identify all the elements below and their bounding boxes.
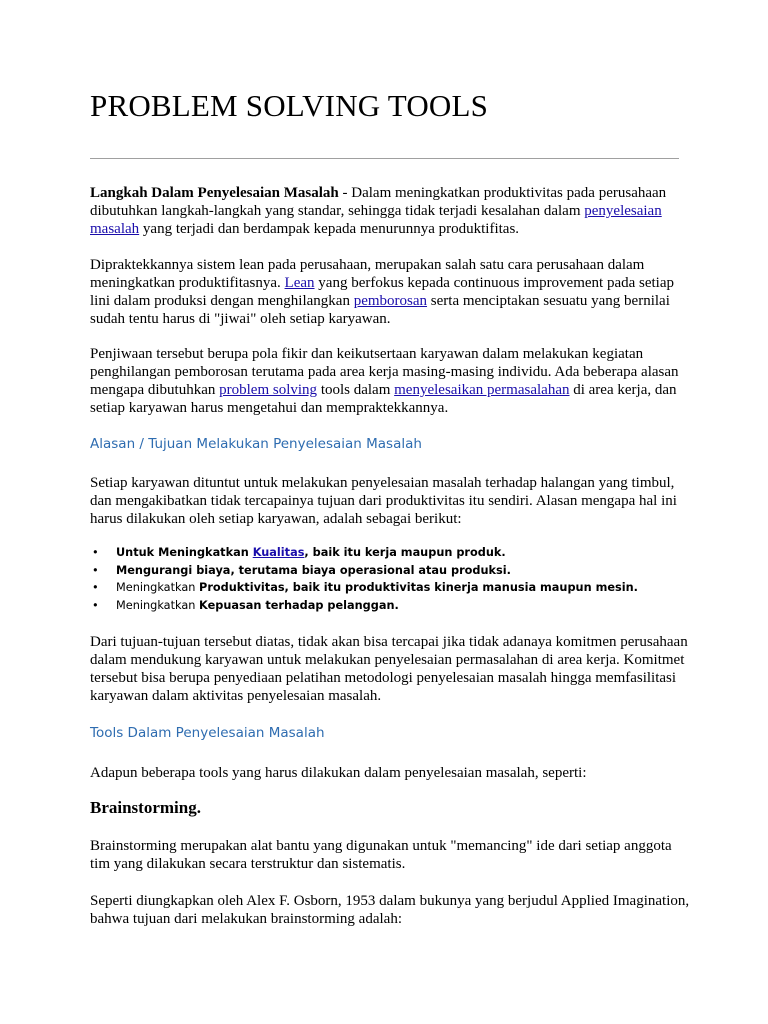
paragraph-adapun: Adapun beberapa tools yang harus dilakukan dalam penyelesaian masalah, seperti: bbox=[90, 765, 587, 781]
link-lean[interactable]: Lean bbox=[284, 275, 315, 291]
document-title: PROBLEM SOLVING TOOLS bbox=[90, 88, 489, 123]
paragraph-penjiwaan bbox=[90, 345, 690, 417]
bullet-3-text-1: Meningkatkan bbox=[116, 581, 200, 594]
penjiwaan-text-2: tools dalam bbox=[317, 382, 395, 398]
link-kualitas[interactable]: Kualitas bbox=[252, 546, 305, 559]
intro-text-2: yang terjadi dan berdampak kepada menurunnya produktifitas. bbox=[139, 221, 520, 237]
bullet-icon: • bbox=[92, 563, 99, 577]
paragraph-brainstorming-def: Brainstorming merupakan alat bantu yang digunakan untuk "memancing" ide dari setiap anggota tim yang dilakukan secara terstruktur dan sistematis. bbox=[90, 838, 672, 872]
link-penyelesaian-masalah[interactable]: penyelesaian masalah bbox=[90, 203, 662, 237]
list-item bbox=[90, 579, 638, 597]
bullet-3-text-2: Produktivitas, baik itu produktivitas kinerja manusia maupun mesin. bbox=[199, 581, 638, 594]
heading-alasan-tujuan: Alasan / Tujuan Melakukan Penyelesaian Masalah bbox=[90, 436, 422, 452]
list-item bbox=[90, 562, 638, 580]
bullet-icon: • bbox=[92, 546, 99, 559]
link-problem-solving[interactable]: problem solving bbox=[219, 382, 318, 398]
lean-text-2: yang berfokus kepada continuous improvement pada setiap lini dalam produksi dengan menghilangkan bbox=[90, 275, 675, 309]
intro-text-1: - Dalam meningkatkan produktivitas pada perusahaan dibutuhkan langkah-langkah yang standar, sehingga tidak terjadi kesalahan dalam bbox=[90, 185, 667, 219]
penjiwaan-text-3: di area kerja, dan setiap karyawan harus mengetahui dan mempraktekkannya. bbox=[90, 382, 677, 416]
lean-text-3: serta menciptakan sesuatu yang bernilai sudah tentu harus di "jiwai" oleh setiap karyawan. bbox=[90, 293, 670, 327]
bullet-2-text-2: , terutama biaya operasional atau produksi. bbox=[230, 563, 511, 577]
paragraph-setiap-karyawan: Setiap karyawan dituntut untuk melakukan penyelesaian masalah terhadap halangan yang timbul, dan mengakibatkan tidak tercapainya tujuan dari produktivitas itu sendiri. Alasan mengapa hal ini harus dilakukan oleh setiap karyawan, adalah sebagai berikut: bbox=[90, 475, 677, 527]
list-item bbox=[90, 544, 638, 562]
bullet-icon: • bbox=[92, 598, 99, 612]
link-pemborosan[interactable]: pemborosan bbox=[353, 293, 428, 309]
paragraph-lean bbox=[90, 256, 690, 328]
reasons-list bbox=[90, 544, 638, 614]
bullet-icon: • bbox=[92, 581, 99, 594]
bullet-1-text-2: , baik itu kerja maupun produk. bbox=[304, 546, 506, 559]
heading-tools: Tools Dalam Penyelesaian Masalah bbox=[90, 725, 325, 741]
lean-text-1: Dipraktekkannya sistem lean pada perusahaan, merupakan salah satu cara perusahaan dalam meningkatkan produktifitasnya. bbox=[90, 257, 645, 291]
bullet-1-text-1: Untuk Meningkatkan bbox=[116, 546, 253, 559]
bullet-4-text-2: Kepuasan terhadap pelanggan. bbox=[199, 598, 399, 612]
title-divider bbox=[90, 158, 679, 159]
paragraph-komitmen: Dari tujuan-tujuan tersebut diatas, tidak akan bisa tercapai jika tidak adanaya komitmen perusahaan dalam mendukung karyawan untuk melakukan penyelesaian permasalahan di area kerja. Komitmet tersebut bisa berupa penyediaan pelatihan metodologi penyelesaian masalah hingga memfasilitasi karyawan dalam aktivitas penyelesaian masalah. bbox=[90, 634, 688, 704]
heading-brainstorming: Brainstorming. bbox=[90, 798, 201, 817]
bullet-4-text-1: Meningkatkan bbox=[116, 598, 200, 612]
list-item bbox=[90, 597, 638, 615]
bullet-2-text-1: Mengurangi biaya bbox=[116, 563, 231, 577]
penjiwaan-text-1: Penjiwaan tersebut berupa pola fikir dan keikutsertaan karyawan dalam melakukan kegiatan penghilangan pemborosan terutama pada area kerja masing-masing individu. Ada beberapa alasan mengapa dibutuhkan bbox=[90, 346, 679, 398]
intro-lead: Langkah Dalam Penyelesaian Masalah bbox=[90, 185, 339, 201]
paragraph-intro bbox=[90, 184, 690, 238]
paragraph-osborn: Seperti diungkapkan oleh Alex F. Osborn, 1953 dalam bukunya yang berjudul Applied Imagination, bahwa tujuan dari melakukan brainstorming adalah: bbox=[90, 893, 690, 927]
link-menyelesaikan-permasalahan[interactable]: menyelesaikan permasalahan bbox=[394, 382, 570, 398]
